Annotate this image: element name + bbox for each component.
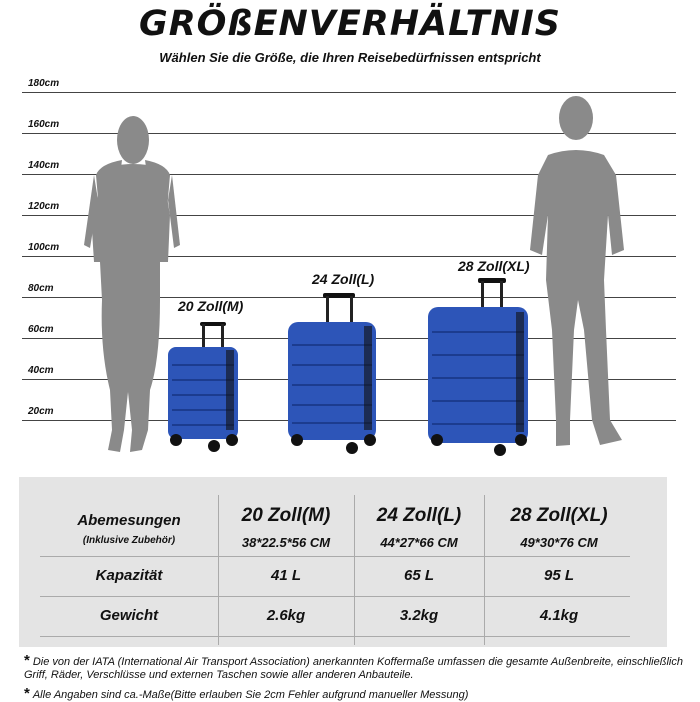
suitcase-label-m: 20 Zoll(M)	[178, 298, 244, 314]
row-header-capacity: Kapazität	[95, 567, 163, 584]
footnote-text: Alle Angaben sind ca.-Maße(Bitte erlauben Sie 2cm Fehler aufgrund manueller Messung)	[32, 689, 469, 701]
tick-label: 140cm	[28, 160, 60, 171]
tick-label: 40cm	[28, 365, 54, 376]
weight-value: 3.2kg	[399, 607, 439, 624]
table-divider	[40, 636, 630, 637]
tick-label: 20cm	[28, 406, 54, 417]
column-header: 20 Zoll(M)	[241, 505, 331, 526]
dimension-value: 44*27*66 CM	[380, 535, 458, 550]
tick-label: 120cm	[28, 201, 60, 212]
footnote-text: Die von der IATA (International Air Transport Association) anerkannten Koffermaße umfassen die gesamte Außenbreite, einschließlich Griff, Räder, Verschlüsse und externen Taschen sowie aller anderen Anbauteile.	[24, 656, 683, 681]
capacity-value: 41 L	[270, 567, 301, 584]
table-divider	[40, 556, 630, 557]
dimension-value: 38*22.5*56 CM	[241, 535, 331, 550]
tick-label: 100cm	[28, 242, 60, 253]
suitcase-24-zoll	[288, 293, 376, 454]
capacity-value: 65 L	[403, 567, 434, 584]
table-divider	[40, 596, 630, 597]
capacity-value: 95 L	[543, 567, 574, 584]
suitcase-label-xl: 28 Zoll(XL)	[458, 258, 530, 274]
page-title: GRÖßENVERHÄLTNIS	[138, 4, 562, 44]
footnote-iata	[24, 652, 694, 681]
row-header-dimensions-note: (Inklusive Zubehör)	[82, 535, 176, 546]
weight-value: 2.6kg	[266, 607, 306, 624]
man-silhouette	[530, 96, 624, 446]
woman-silhouette	[84, 116, 180, 452]
tick-label: 80cm	[28, 283, 54, 294]
suitcase-label-l: 24 Zoll(L)	[312, 271, 375, 287]
page-subtitle: Wählen Sie die Größe, die Ihren Reisebedürfnissen entspricht	[159, 50, 541, 65]
tick-label: 180cm	[28, 78, 60, 89]
asterisk-icon: *	[24, 652, 30, 669]
footnote-measurement	[24, 685, 694, 702]
tick-label: 160cm	[28, 119, 60, 130]
weight-value: 4.1kg	[539, 607, 579, 624]
tick-label: 60cm	[28, 324, 54, 335]
column-header: 24 Zoll(L)	[376, 505, 462, 526]
column-header: 28 Zoll(XL)	[510, 505, 608, 526]
asterisk-icon: *	[24, 685, 30, 702]
row-header-weight: Gewicht	[99, 607, 159, 624]
suitcase-28-zoll	[428, 278, 528, 456]
row-header-dimensions: Abemesungen	[77, 512, 181, 529]
suitcase-20-zoll	[168, 322, 238, 452]
dimension-value: 49*30*76 CM	[520, 535, 598, 550]
